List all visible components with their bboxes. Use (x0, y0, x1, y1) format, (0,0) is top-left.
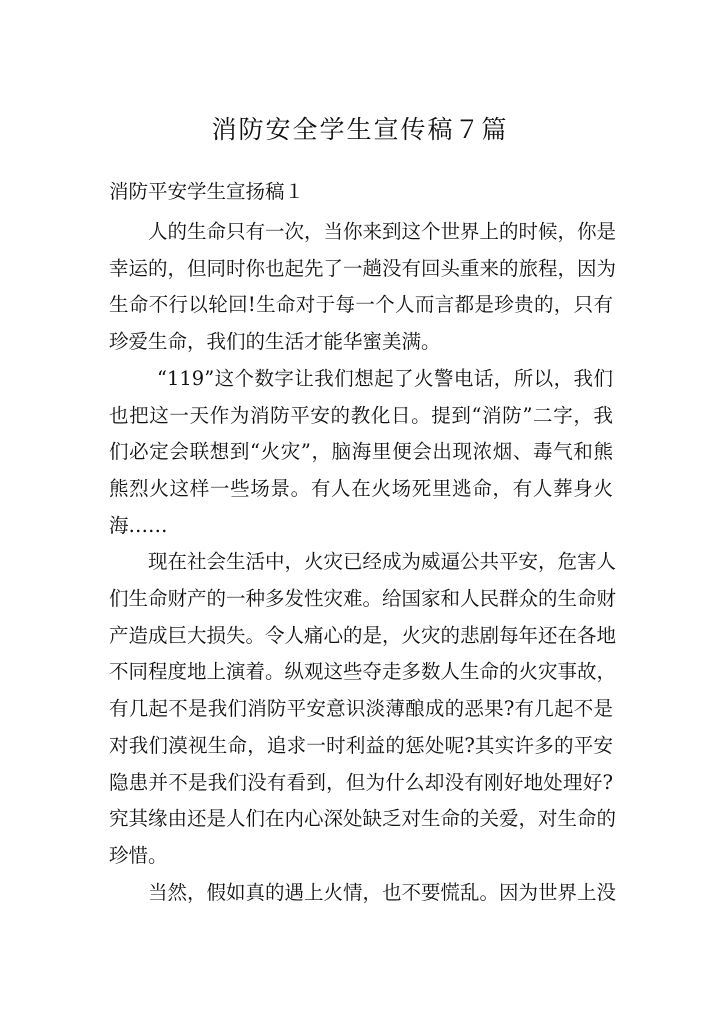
text-line: 人的生命只有一次，当你来到这个世界上的时候，你是 (148, 220, 617, 243)
paragraph-4 (109, 875, 617, 912)
paragraph-1 (109, 214, 617, 361)
text-line: “119”这个数字让我们想起了火警电话，所以，我们 (157, 366, 613, 390)
text-line: 究其缘由还是人们在内心深处缺乏对生命的关爱，对生命的 (109, 807, 617, 831)
text-line: 们必定会联想到“火灾”，脑海里便会出现浓烟、毒气和熊 (109, 440, 613, 464)
text-line: 海…… (109, 513, 168, 537)
section-heading: 消防平安学生宣扬稿１ (109, 180, 305, 203)
text-line: 隐患并不是我们没有看到，但为什么却没有刚好地处理好? (109, 770, 613, 794)
paragraph-3 (109, 544, 617, 874)
document-body (109, 214, 617, 911)
paragraph-2 (109, 361, 613, 545)
text-line: 幸运的，但同时你也起先了一趟没有回头重来的旅程，因为 (109, 256, 617, 280)
text-line: 当然，假如真的遇上火情，也不要慌乱。因为世界上没 (148, 880, 617, 904)
text-line: 有几起不是我们消防平安意识淡薄酿成的恶果?有几起不是 (109, 697, 613, 721)
text-line: 珍惜。 (109, 843, 168, 867)
text-line: 生命不行以轮回!生命对于每一个人而言都是珍贵的，只有 (109, 293, 613, 317)
text-line: 珍爱生命，我们的生活才能华蜜美满。 (109, 330, 441, 354)
document-title: 消防安全学生宣传稿７篇 (211, 115, 509, 144)
text-line: 对我们漠视生命，追求一时利益的惩处呢?其实许多的平安 (109, 733, 613, 757)
text-line: 产造成巨大损失。令人痛心的是，火灾的悲剧每年还在各地 (109, 623, 617, 647)
text-line: 也把这一天作为消防平安的教化日。提到“消防”二字，我 (109, 403, 613, 427)
text-line: 熊烈火这样一些场景。有人在火场死里逃命，有人葬身火 (109, 476, 613, 500)
text-line: 现在社会生活中，火灾已经成为威逼公共平安，危害人 (148, 550, 617, 574)
text-line: 们生命财产的一种多发性灾难。给国家和人民群众的生命财 (109, 587, 617, 611)
text-line: 不同程度地上演着。纵观这些夺走多数人生命的火灾事故， (109, 660, 617, 684)
